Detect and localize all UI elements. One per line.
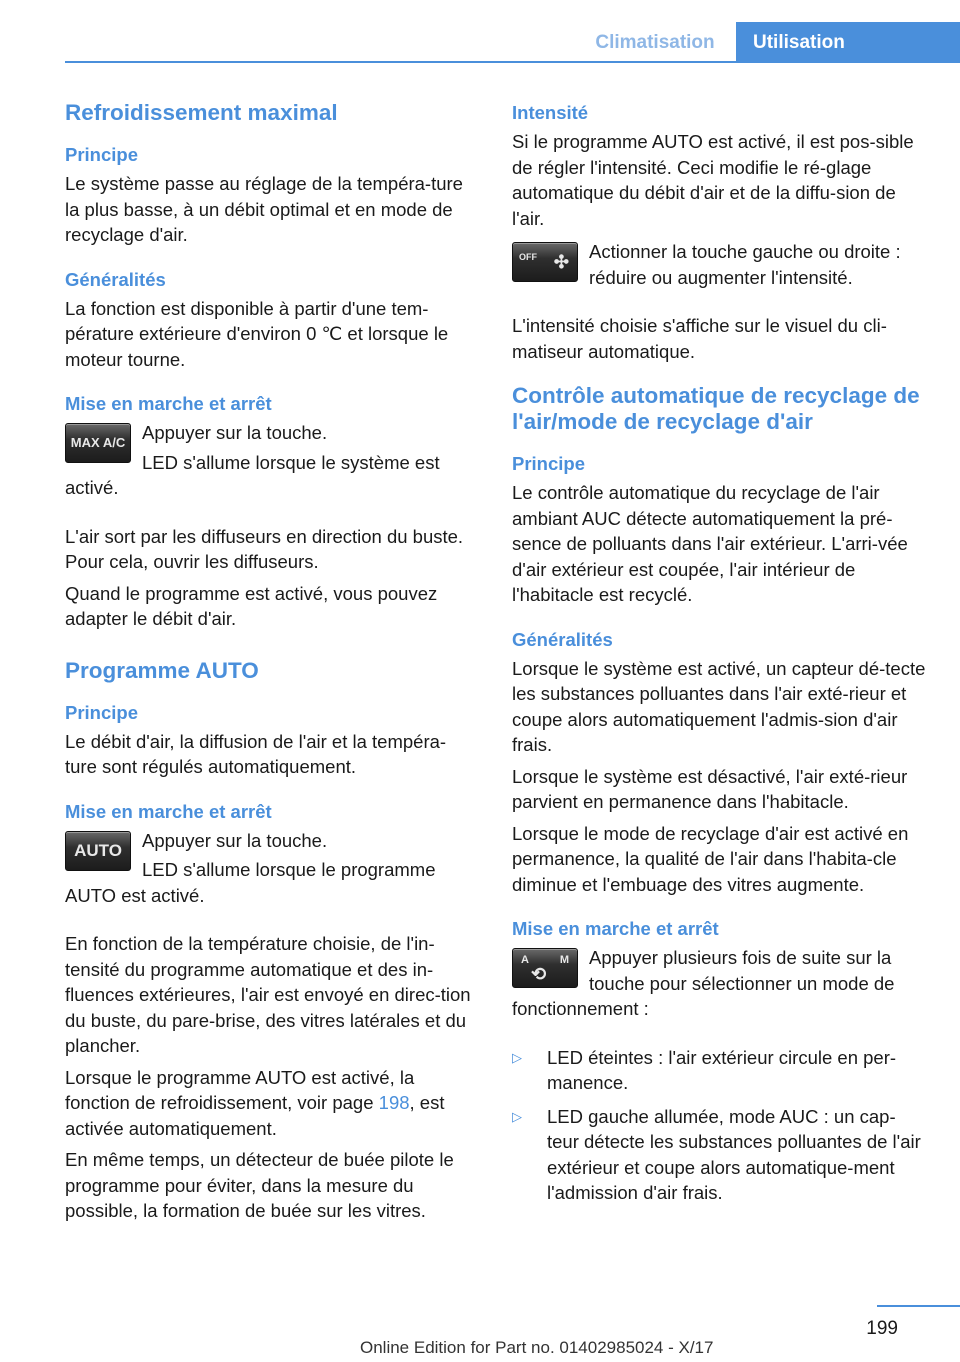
maxac-button-icon: MAX A/C bbox=[65, 423, 131, 463]
maxac-instruction bbox=[65, 420, 477, 505]
header-divider bbox=[65, 61, 960, 63]
text: , est activée automatiquement. bbox=[65, 1092, 445, 1139]
paragraph: L'intensité choisie s'affiche sur le visuel du cli-matiseur automatique. bbox=[512, 315, 887, 362]
car-recirculation-icon: ⟲ bbox=[531, 964, 547, 984]
heading-intensite: Intensité bbox=[512, 102, 589, 123]
list-item: ▷ LED gauche allumée, mode AUC : un cap-teur détecte les substances polluantes de l'air extérieur et coupe alors automatique-ment l'admission d'air frais. bbox=[512, 1105, 921, 1203]
footer-divider bbox=[877, 1305, 960, 1307]
paragraph: En même temps, un détecteur de buée pilote le programme pour éviter, dans la mesure du possible, la formation de buée sur les vitres. bbox=[65, 1149, 454, 1221]
paragraph bbox=[65, 1065, 477, 1142]
section-tab-climatisation[interactable]: Climatisation bbox=[595, 32, 715, 53]
instruction-text: Appuyer plusieurs fois de suite sur la touche pour sélectionner un mode de fonctionnement : bbox=[512, 947, 895, 1019]
triangle-bullet-icon: ▷ bbox=[512, 1049, 522, 1065]
triangle-bullet-icon: ▷ bbox=[512, 1108, 522, 1124]
heading-generalites: Généralités bbox=[65, 268, 166, 290]
section-tab-utilisation[interactable]: Utilisation bbox=[736, 22, 960, 62]
auto-instruction bbox=[65, 828, 477, 913]
list-item: ▷ LED éteintes : l'air extérieur circule en per-manence. bbox=[512, 1046, 897, 1093]
heading-principe: Principe bbox=[65, 144, 138, 165]
instruction-text: Actionner la touche gauche ou droite : réduire ou augmenter l'intensité. bbox=[589, 241, 901, 288]
heading-principe: Principe bbox=[65, 701, 138, 723]
paragraph: Quand le programme est activé, vous pouvez adapter le débit d'air. bbox=[65, 582, 438, 629]
recirculation-button-icon bbox=[512, 948, 578, 988]
fan-icon: ✣ bbox=[553, 252, 569, 272]
heading-refroidissement: Refroidissement maximal bbox=[65, 100, 338, 125]
heading-generalites: Généralités bbox=[512, 628, 613, 650]
paragraph: Lorsque le système est activé, un capteur dé-tecte les substances polluantes dans l'air exté-rieur et coupe alors automatiquement l'admis-sion d'air frais. bbox=[512, 657, 926, 755]
right-column bbox=[512, 100, 926, 1214]
edition-footer: Online Edition for Part no. 01402985024 - X/17 bbox=[360, 1338, 714, 1357]
left-column bbox=[65, 100, 477, 1230]
paragraph: Le système passe au réglage de la tempéra-ture la plus basse, à un débit optimal et en mode de recyclage d'air. bbox=[65, 173, 463, 245]
instruction-text: Appuyer sur la touche. bbox=[142, 829, 328, 851]
mode-list bbox=[512, 1045, 926, 1206]
heading-mise-en-marche: Mise en marche et arrêt bbox=[65, 393, 272, 414]
instruction-text: LED s'allume lorsque le système est activé. bbox=[65, 451, 440, 498]
manual-label: M bbox=[559, 954, 569, 966]
text: Lorsque le programme AUTO est activé, la fonction de refroidissement, voir page bbox=[65, 1066, 415, 1113]
recirc-instruction bbox=[512, 945, 926, 1026]
auc-label: A bbox=[521, 954, 529, 966]
page-link[interactable]: 198 bbox=[378, 1092, 410, 1113]
paragraph: Le contrôle automatique du recyclage de l'air ambiant AUC détecte automatiquement la pré-sence de polluants dans l'air extérieur. L'arri-vée d'air extérieur est coupée, l'air intérieur de l'habitacle est recyclé. bbox=[512, 482, 908, 605]
heading-mise-en-marche: Mise en marche et arrêt bbox=[512, 918, 719, 939]
heading-recyclage: Contrôle automatique de recyclage de l'air/mode de recyclage d'air bbox=[512, 383, 920, 434]
paragraph: Lorsque le système est désactivé, l'air exté-rieur parvient en permanence dans l'habitacle. bbox=[512, 765, 908, 812]
auto-button-icon: AUTO bbox=[65, 831, 131, 871]
fan-button-icon bbox=[512, 242, 578, 282]
heading-principe: Principe bbox=[512, 453, 585, 474]
paragraph: Le débit d'air, la diffusion de l'air et la tempéra-ture sont régulés automatiquement. bbox=[65, 730, 447, 777]
off-label: OFF bbox=[519, 252, 537, 262]
fan-instruction bbox=[512, 239, 926, 294]
instruction-text: Appuyer sur la touche. bbox=[142, 422, 328, 443]
instruction-text: LED s'allume lorsque le programme AUTO est activé. bbox=[65, 859, 436, 906]
paragraph: En fonction de la température choisie, de l'in-tensité du programme automatique et des in-fluences extérieures, l'air est envoyé en direc-tion du buste, du pare-brise, des vitres latérales et du plancher. bbox=[65, 933, 471, 1056]
heading-programme-auto: Programme AUTO bbox=[65, 657, 259, 683]
paragraph: L'air sort par les diffuseurs en direction du buste. Pour cela, ouvrir les diffuseurs. bbox=[65, 525, 464, 572]
paragraph: Lorsque le mode de recyclage d'air est activé en permanence, la qualité de l'air dans l'habita-cle diminue et l'embuage des vitres augmente. bbox=[512, 822, 909, 895]
paragraph: Si le programme AUTO est activé, il est pos-sible de régler l'intensité. Ceci modifie le ré-glage automatique du débit d'air et de la diffu-sion de l'air. bbox=[512, 131, 914, 229]
heading-mise-en-marche: Mise en marche et arrêt bbox=[65, 800, 272, 822]
page-number: 199 bbox=[866, 1318, 898, 1339]
paragraph: La fonction est disponible à partir d'une tem-pérature extérieure d'environ 0 ℃ et lorsque le moteur tourne. bbox=[65, 297, 449, 370]
